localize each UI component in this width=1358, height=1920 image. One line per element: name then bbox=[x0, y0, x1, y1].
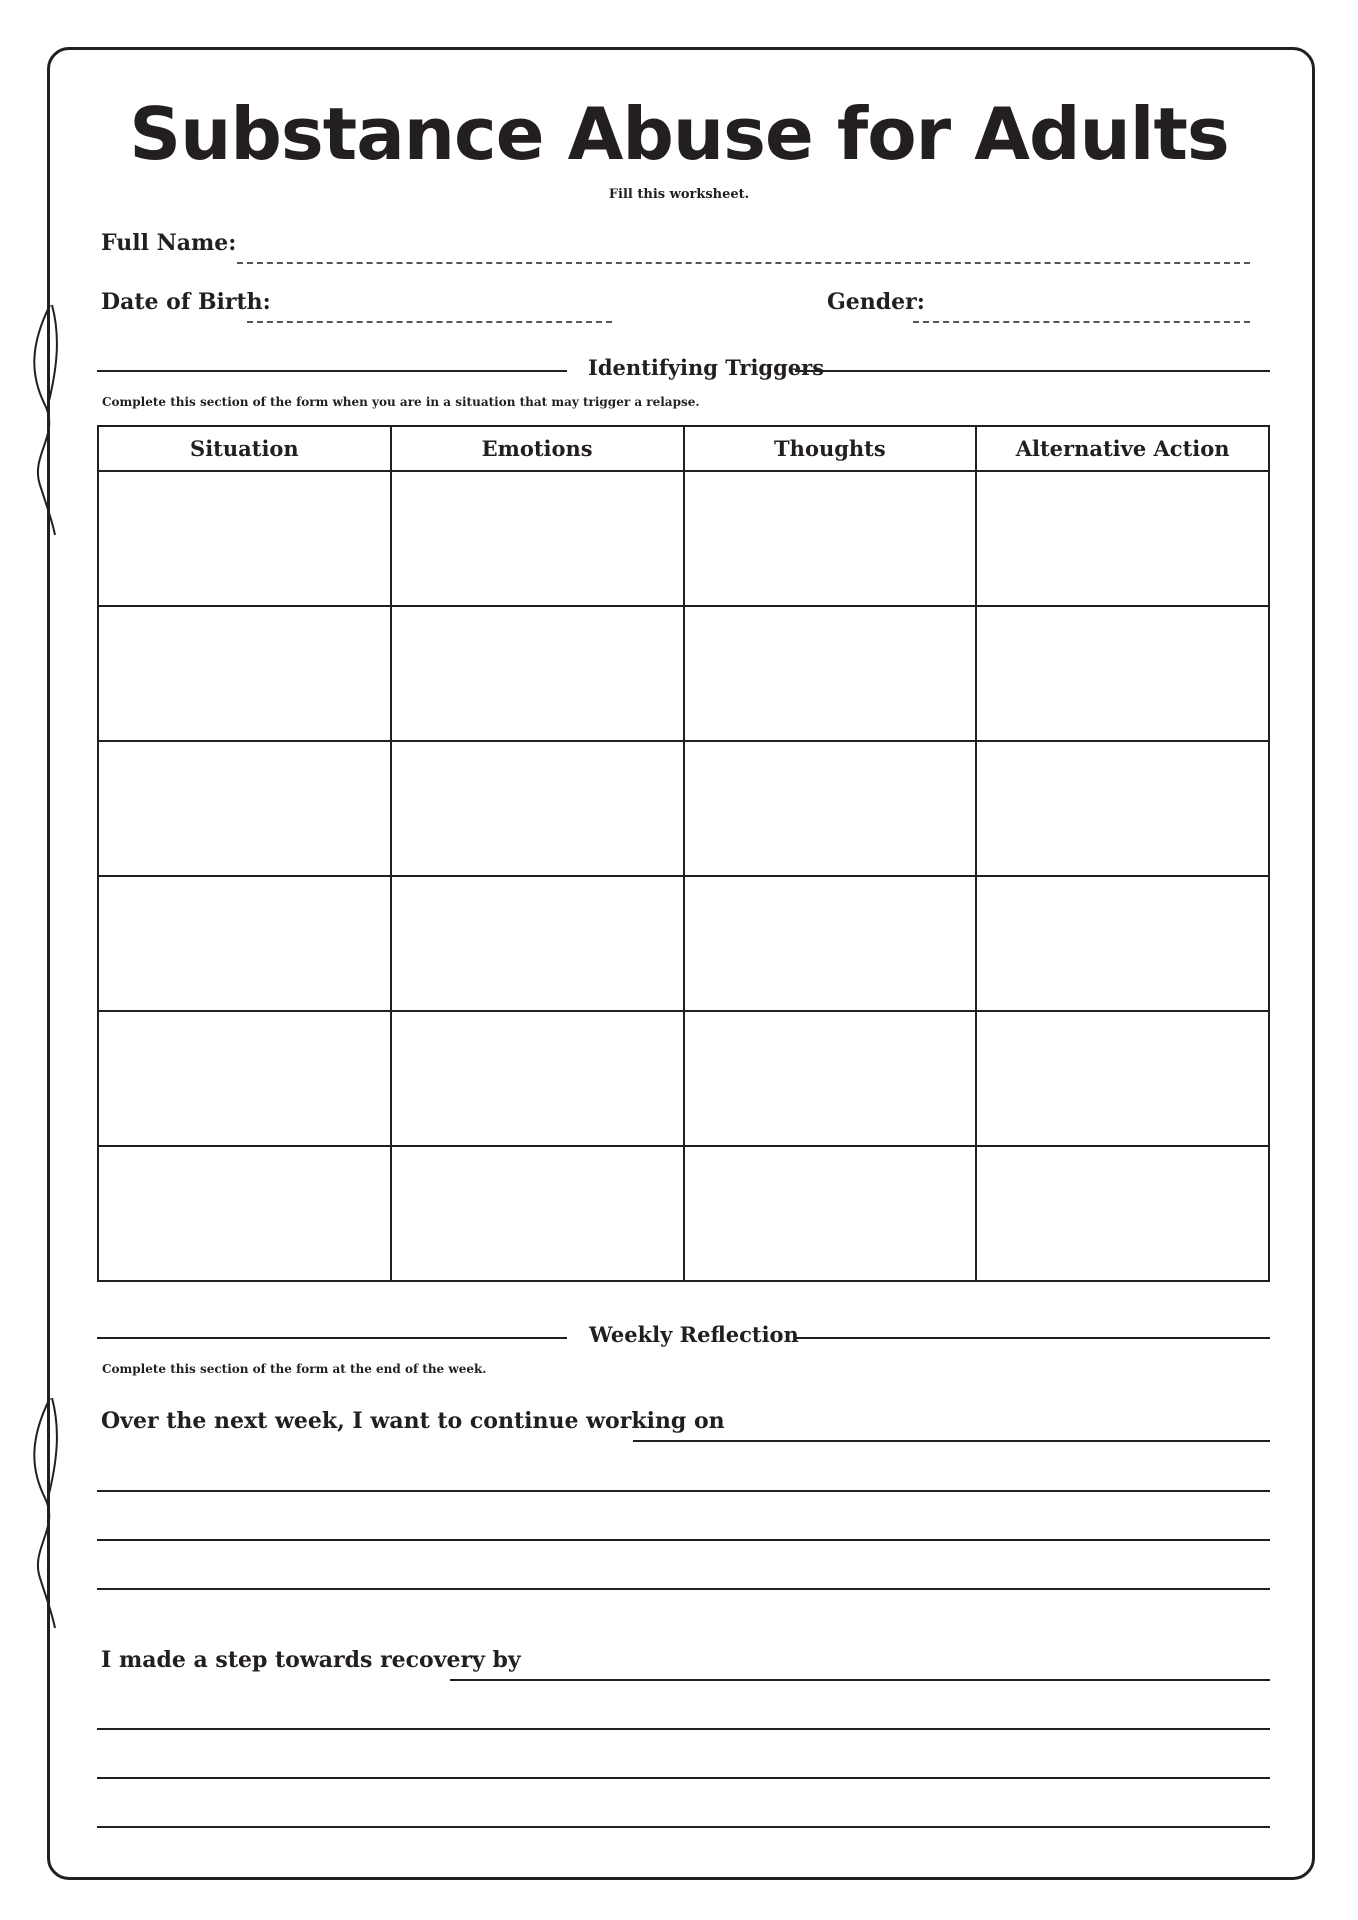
answer-line[interactable] bbox=[97, 1728, 1270, 1730]
recovery-step-prompt: I made a step towards recovery by bbox=[101, 1647, 521, 1673]
table-cell[interactable] bbox=[391, 1146, 684, 1281]
table-cell[interactable] bbox=[684, 876, 977, 1011]
gender-label: Gender: bbox=[827, 289, 925, 315]
table-cell[interactable] bbox=[391, 606, 684, 741]
table-cell[interactable] bbox=[391, 876, 684, 1011]
gender-field[interactable] bbox=[913, 321, 1250, 323]
table-cell[interactable] bbox=[976, 741, 1269, 876]
table-cell[interactable] bbox=[391, 1011, 684, 1146]
reflection-note: Complete this section of the form at the end of the week. bbox=[102, 1362, 487, 1376]
table-cell[interactable] bbox=[98, 876, 391, 1011]
table-row bbox=[98, 876, 1269, 1011]
table-cell[interactable] bbox=[684, 741, 977, 876]
date-of-birth-field[interactable] bbox=[247, 321, 612, 323]
binding-ring-icon bbox=[30, 1398, 60, 1628]
answer-line[interactable] bbox=[97, 1539, 1270, 1541]
continue-working-prompt: Over the next week, I want to continue working on bbox=[101, 1408, 725, 1434]
table-row bbox=[98, 606, 1269, 741]
table-cell[interactable] bbox=[391, 741, 684, 876]
date-of-birth-label: Date of Birth: bbox=[101, 289, 271, 315]
table-row bbox=[98, 1011, 1269, 1146]
triggers-section-heading bbox=[97, 355, 1270, 385]
table-cell[interactable] bbox=[684, 1146, 977, 1281]
table-cell[interactable] bbox=[98, 606, 391, 741]
full-name-field[interactable] bbox=[237, 262, 1250, 264]
table-cell[interactable] bbox=[684, 606, 977, 741]
worksheet-title: Substance Abuse for Adults bbox=[129, 92, 1229, 176]
triggers-heading-text: Identifying Triggers bbox=[580, 355, 832, 380]
table-cell[interactable] bbox=[98, 1011, 391, 1146]
triggers-table bbox=[97, 425, 1270, 1282]
heading-rule-left bbox=[97, 1337, 567, 1339]
table-row bbox=[98, 471, 1269, 606]
binding-ring-icon bbox=[30, 305, 60, 535]
heading-rule-left bbox=[97, 370, 567, 372]
table-cell[interactable] bbox=[98, 1146, 391, 1281]
answer-line[interactable] bbox=[97, 1490, 1270, 1492]
full-name-label: Full Name: bbox=[101, 230, 237, 256]
heading-rule-right bbox=[795, 1337, 1270, 1339]
heading-rule-right bbox=[795, 370, 1270, 372]
table-row bbox=[98, 1146, 1269, 1281]
table-cell[interactable] bbox=[976, 471, 1269, 606]
table-cell[interactable] bbox=[976, 606, 1269, 741]
table-cell[interactable] bbox=[684, 471, 977, 606]
column-header-thoughts: Thoughts bbox=[684, 426, 977, 471]
table-cell[interactable] bbox=[976, 1146, 1269, 1281]
reflection-heading-text: Weekly Reflection bbox=[581, 1322, 807, 1347]
answer-line[interactable] bbox=[97, 1826, 1270, 1828]
answer-line[interactable] bbox=[97, 1777, 1270, 1779]
table-cell[interactable] bbox=[98, 471, 391, 606]
table-cell[interactable] bbox=[976, 1011, 1269, 1146]
worksheet-subtitle: Fill this worksheet. bbox=[608, 187, 750, 202]
table-cell[interactable] bbox=[391, 471, 684, 606]
table-row bbox=[98, 741, 1269, 876]
column-header-situation: Situation bbox=[98, 426, 391, 471]
column-header-emotions: Emotions bbox=[391, 426, 684, 471]
table-cell[interactable] bbox=[684, 1011, 977, 1146]
answer-line[interactable] bbox=[633, 1440, 1270, 1442]
table-cell[interactable] bbox=[98, 741, 391, 876]
table-header-row bbox=[98, 426, 1269, 471]
triggers-note: Complete this section of the form when you are in a situation that may trigger a relapse. bbox=[102, 395, 700, 409]
column-header-alternative-action: Alternative Action bbox=[976, 426, 1269, 471]
reflection-section-heading bbox=[97, 1322, 1270, 1352]
table-cell[interactable] bbox=[976, 876, 1269, 1011]
answer-line[interactable] bbox=[450, 1679, 1270, 1681]
answer-line[interactable] bbox=[97, 1588, 1270, 1590]
